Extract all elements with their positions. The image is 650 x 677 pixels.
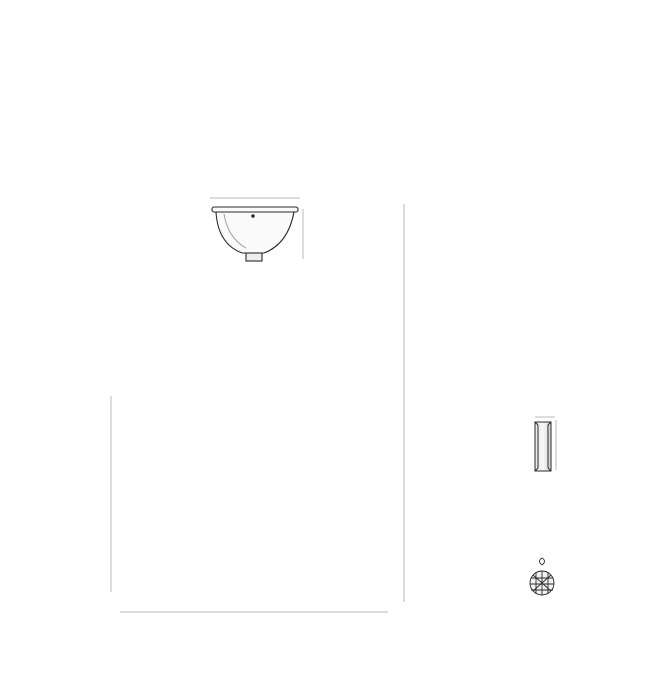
- ceiling-canopy: [212, 207, 298, 261]
- crystal-prism-icon: [535, 422, 551, 471]
- crystal-pendant-icon: [530, 558, 554, 595]
- dimension-lines: [111, 198, 556, 612]
